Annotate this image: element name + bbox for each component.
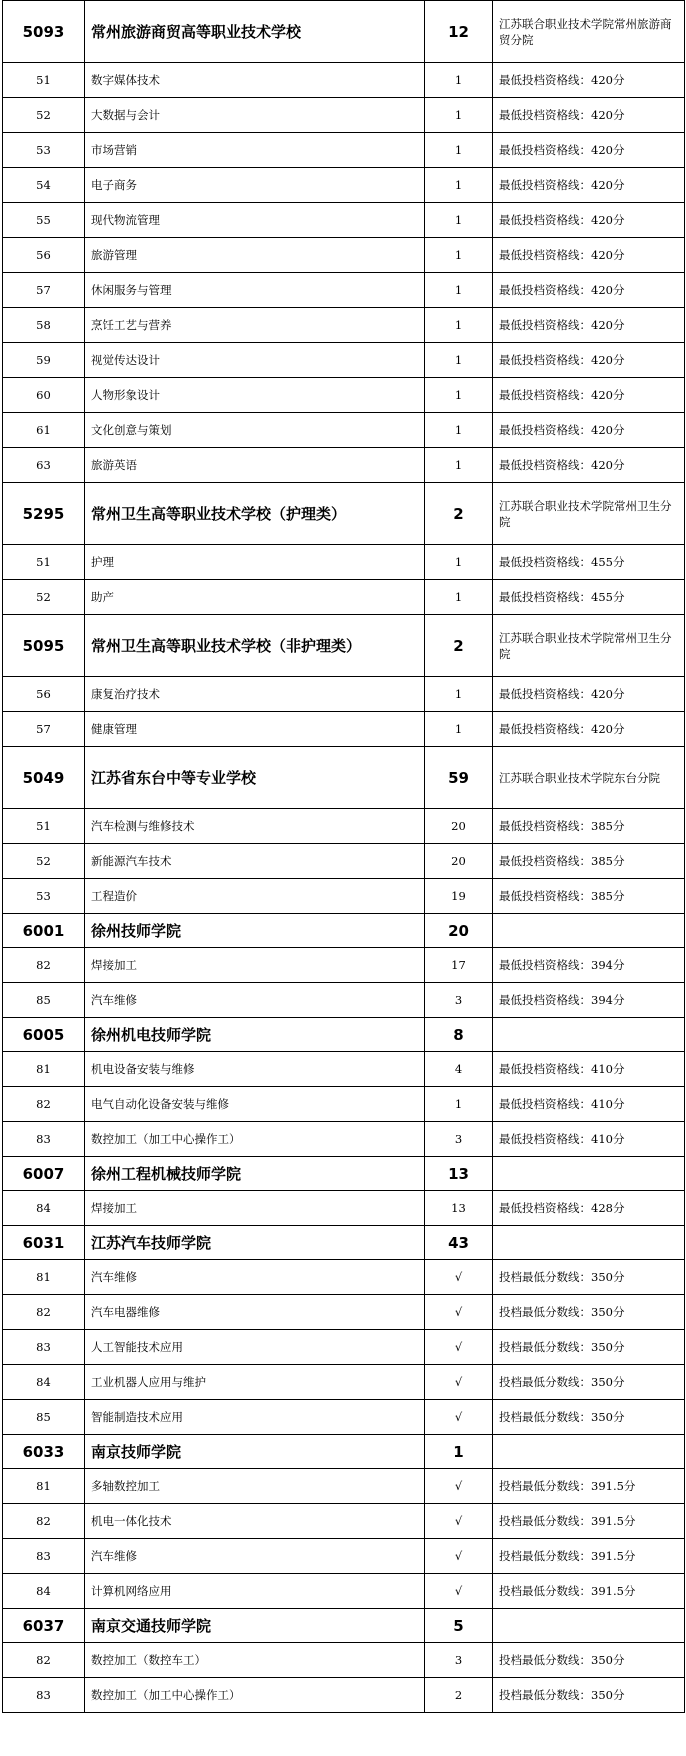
school-row <box>3 483 685 545</box>
count-cell: 1 <box>425 413 493 448</box>
code-cell: 56 <box>3 238 85 273</box>
count-cell: √ <box>425 1539 493 1574</box>
major-row <box>3 1191 685 1226</box>
code-cell: 84 <box>3 1191 85 1226</box>
count-cell: 3 <box>425 1122 493 1157</box>
major-row <box>3 308 685 343</box>
major-row <box>3 1400 685 1435</box>
name-cell: 汽车维修 <box>85 1260 425 1295</box>
major-row <box>3 133 685 168</box>
code-cell: 63 <box>3 448 85 483</box>
name-cell: 机电一体化技术 <box>85 1504 425 1539</box>
note-cell <box>493 1018 685 1052</box>
major-row <box>3 1122 685 1157</box>
major-row <box>3 1539 685 1574</box>
code-cell: 61 <box>3 413 85 448</box>
count-cell: 1 <box>425 545 493 580</box>
name-cell: 数控加工（数控车工） <box>85 1643 425 1678</box>
name-cell: 视觉传达设计 <box>85 343 425 378</box>
count-cell: √ <box>425 1469 493 1504</box>
major-row <box>3 1574 685 1609</box>
major-row <box>3 1469 685 1504</box>
count-cell: 1 <box>425 1087 493 1122</box>
major-row <box>3 413 685 448</box>
code-cell: 56 <box>3 677 85 712</box>
note-cell: 投档最低分数线：391.5分 <box>493 1504 685 1539</box>
count-cell: 1 <box>425 308 493 343</box>
count-cell: 20 <box>425 914 493 948</box>
count-cell: 1 <box>425 98 493 133</box>
count-cell: 1 <box>425 1435 493 1469</box>
name-cell: 智能制造技术应用 <box>85 1400 425 1435</box>
code-cell: 52 <box>3 844 85 879</box>
code-cell: 83 <box>3 1122 85 1157</box>
name-cell: 烹饪工艺与营养 <box>85 308 425 343</box>
note-cell <box>493 1609 685 1643</box>
name-cell: 工业机器人应用与维护 <box>85 1365 425 1400</box>
note-cell: 江苏联合职业技术学院常州卫生分院 <box>493 615 685 677</box>
code-cell: 57 <box>3 712 85 747</box>
count-cell: √ <box>425 1365 493 1400</box>
count-cell: √ <box>425 1574 493 1609</box>
name-cell: 焊接加工 <box>85 1191 425 1226</box>
code-cell: 52 <box>3 98 85 133</box>
note-cell: 投档最低分数线：350分 <box>493 1295 685 1330</box>
note-cell: 最低投档资格线：420分 <box>493 343 685 378</box>
count-cell: 1 <box>425 448 493 483</box>
name-cell: 徐州机电技师学院 <box>85 1018 425 1052</box>
major-row <box>3 1260 685 1295</box>
code-cell: 81 <box>3 1469 85 1504</box>
note-cell: 最低投档资格线：420分 <box>493 448 685 483</box>
note-cell: 最低投档资格线：428分 <box>493 1191 685 1226</box>
name-cell: 大数据与会计 <box>85 98 425 133</box>
note-cell: 最低投档资格线：455分 <box>493 545 685 580</box>
name-cell: 汽车检测与维修技术 <box>85 809 425 844</box>
count-cell: √ <box>425 1504 493 1539</box>
major-row <box>3 168 685 203</box>
note-cell: 最低投档资格线：420分 <box>493 98 685 133</box>
major-row <box>3 809 685 844</box>
code-cell: 52 <box>3 580 85 615</box>
note-cell: 最低投档资格线：420分 <box>493 168 685 203</box>
major-row <box>3 545 685 580</box>
count-cell: √ <box>425 1295 493 1330</box>
name-cell: 文化创意与策划 <box>85 413 425 448</box>
name-cell: 数字媒体技术 <box>85 63 425 98</box>
name-cell: 数控加工（加工中心操作工） <box>85 1122 425 1157</box>
name-cell: 常州卫生高等职业技术学校（非护理类） <box>85 615 425 677</box>
name-cell: 旅游英语 <box>85 448 425 483</box>
code-cell: 82 <box>3 1643 85 1678</box>
note-cell: 投档最低分数线：350分 <box>493 1365 685 1400</box>
note-cell <box>493 1157 685 1191</box>
note-cell <box>493 1226 685 1260</box>
code-cell: 54 <box>3 168 85 203</box>
name-cell: 常州卫生高等职业技术学校（护理类） <box>85 483 425 545</box>
note-cell <box>493 914 685 948</box>
note-cell: 江苏联合职业技术学院常州卫生分院 <box>493 483 685 545</box>
major-row <box>3 677 685 712</box>
name-cell: 市场营销 <box>85 133 425 168</box>
note-cell: 投档最低分数线：350分 <box>493 1330 685 1365</box>
code-cell: 5095 <box>3 615 85 677</box>
major-row <box>3 712 685 747</box>
count-cell: 20 <box>425 809 493 844</box>
code-cell: 81 <box>3 1260 85 1295</box>
school-row <box>3 615 685 677</box>
note-cell: 最低投档资格线：455分 <box>493 580 685 615</box>
count-cell: √ <box>425 1400 493 1435</box>
school-row <box>3 1609 685 1643</box>
code-cell: 51 <box>3 809 85 844</box>
note-cell: 最低投档资格线：410分 <box>493 1052 685 1087</box>
note-cell: 投档最低分数线：350分 <box>493 1643 685 1678</box>
code-cell: 82 <box>3 948 85 983</box>
name-cell: 汽车维修 <box>85 983 425 1018</box>
code-cell: 5049 <box>3 747 85 809</box>
code-cell: 83 <box>3 1539 85 1574</box>
code-cell: 84 <box>3 1365 85 1400</box>
name-cell: 护理 <box>85 545 425 580</box>
code-cell: 6005 <box>3 1018 85 1052</box>
name-cell: 多轴数控加工 <box>85 1469 425 1504</box>
code-cell: 51 <box>3 545 85 580</box>
code-cell: 53 <box>3 133 85 168</box>
count-cell: 1 <box>425 273 493 308</box>
count-cell: 1 <box>425 378 493 413</box>
major-row <box>3 580 685 615</box>
major-row <box>3 879 685 914</box>
code-cell: 82 <box>3 1504 85 1539</box>
school-row <box>3 1157 685 1191</box>
code-cell: 6001 <box>3 914 85 948</box>
count-cell: 5 <box>425 1609 493 1643</box>
major-row <box>3 448 685 483</box>
code-cell: 84 <box>3 1574 85 1609</box>
code-cell: 83 <box>3 1678 85 1713</box>
code-cell: 51 <box>3 63 85 98</box>
name-cell: 江苏省东台中等专业学校 <box>85 747 425 809</box>
name-cell: 焊接加工 <box>85 948 425 983</box>
note-cell: 最低投档资格线：420分 <box>493 308 685 343</box>
count-cell: 13 <box>425 1191 493 1226</box>
code-cell: 82 <box>3 1087 85 1122</box>
count-cell: 1 <box>425 343 493 378</box>
note-cell: 最低投档资格线：394分 <box>493 983 685 1018</box>
code-cell: 85 <box>3 1400 85 1435</box>
count-cell: 3 <box>425 983 493 1018</box>
name-cell: 人工智能技术应用 <box>85 1330 425 1365</box>
note-cell: 最低投档资格线：420分 <box>493 203 685 238</box>
code-cell: 5093 <box>3 1 85 63</box>
count-cell: 2 <box>425 483 493 545</box>
major-row <box>3 1365 685 1400</box>
note-cell: 江苏联合职业技术学院常州旅游商贸分院 <box>493 1 685 63</box>
count-cell: 1 <box>425 203 493 238</box>
note-cell: 投档最低分数线：391.5分 <box>493 1539 685 1574</box>
code-cell: 81 <box>3 1052 85 1087</box>
note-cell: 投档最低分数线：350分 <box>493 1678 685 1713</box>
name-cell: 电气自动化设备安装与维修 <box>85 1087 425 1122</box>
name-cell: 徐州工程机械技师学院 <box>85 1157 425 1191</box>
school-row <box>3 1435 685 1469</box>
name-cell: 康复治疗技术 <box>85 677 425 712</box>
name-cell: 南京交通技师学院 <box>85 1609 425 1643</box>
major-row <box>3 273 685 308</box>
note-cell: 投档最低分数线：391.5分 <box>493 1574 685 1609</box>
note-cell: 最低投档资格线：410分 <box>493 1087 685 1122</box>
major-row <box>3 238 685 273</box>
name-cell: 电子商务 <box>85 168 425 203</box>
major-row <box>3 1504 685 1539</box>
name-cell: 机电设备安装与维修 <box>85 1052 425 1087</box>
major-row <box>3 98 685 133</box>
note-cell: 最低投档资格线：385分 <box>493 809 685 844</box>
major-row <box>3 1330 685 1365</box>
major-row <box>3 203 685 238</box>
note-cell <box>493 1435 685 1469</box>
name-cell: 健康管理 <box>85 712 425 747</box>
admission-table <box>2 0 685 1713</box>
code-cell: 6031 <box>3 1226 85 1260</box>
name-cell: 休闲服务与管理 <box>85 273 425 308</box>
code-cell: 59 <box>3 343 85 378</box>
name-cell: 计算机网络应用 <box>85 1574 425 1609</box>
name-cell: 徐州技师学院 <box>85 914 425 948</box>
code-cell: 85 <box>3 983 85 1018</box>
name-cell: 助产 <box>85 580 425 615</box>
note-cell: 最低投档资格线：420分 <box>493 63 685 98</box>
note-cell: 最低投档资格线：385分 <box>493 844 685 879</box>
count-cell: 8 <box>425 1018 493 1052</box>
school-row <box>3 747 685 809</box>
note-cell: 最低投档资格线：394分 <box>493 948 685 983</box>
count-cell: 1 <box>425 580 493 615</box>
code-cell: 60 <box>3 378 85 413</box>
code-cell: 6033 <box>3 1435 85 1469</box>
note-cell: 江苏联合职业技术学院东台分院 <box>493 747 685 809</box>
note-cell: 投档最低分数线：391.5分 <box>493 1469 685 1504</box>
name-cell: 数控加工（加工中心操作工） <box>85 1678 425 1713</box>
note-cell: 投档最低分数线：350分 <box>493 1400 685 1435</box>
name-cell: 汽车维修 <box>85 1539 425 1574</box>
count-cell: √ <box>425 1260 493 1295</box>
count-cell: 2 <box>425 615 493 677</box>
count-cell: 1 <box>425 168 493 203</box>
code-cell: 58 <box>3 308 85 343</box>
major-row <box>3 1087 685 1122</box>
major-row <box>3 1052 685 1087</box>
code-cell: 55 <box>3 203 85 238</box>
count-cell: 4 <box>425 1052 493 1087</box>
code-cell: 57 <box>3 273 85 308</box>
count-cell: 2 <box>425 1678 493 1713</box>
school-row <box>3 1226 685 1260</box>
note-cell: 投档最低分数线：350分 <box>493 1260 685 1295</box>
code-cell: 6007 <box>3 1157 85 1191</box>
count-cell: 19 <box>425 879 493 914</box>
count-cell: 3 <box>425 1643 493 1678</box>
note-cell: 最低投档资格线：420分 <box>493 677 685 712</box>
count-cell: 59 <box>425 747 493 809</box>
code-cell: 5295 <box>3 483 85 545</box>
school-row <box>3 914 685 948</box>
name-cell: 人物形象设计 <box>85 378 425 413</box>
note-cell: 最低投档资格线：420分 <box>493 133 685 168</box>
count-cell: 43 <box>425 1226 493 1260</box>
major-row <box>3 1295 685 1330</box>
major-row <box>3 343 685 378</box>
count-cell: 13 <box>425 1157 493 1191</box>
name-cell: 江苏汽车技师学院 <box>85 1226 425 1260</box>
count-cell: 12 <box>425 1 493 63</box>
code-cell: 6037 <box>3 1609 85 1643</box>
code-cell: 83 <box>3 1330 85 1365</box>
note-cell: 最低投档资格线：420分 <box>493 378 685 413</box>
note-cell: 最低投档资格线：420分 <box>493 712 685 747</box>
name-cell: 新能源汽车技术 <box>85 844 425 879</box>
major-row <box>3 983 685 1018</box>
code-cell: 53 <box>3 879 85 914</box>
note-cell: 最低投档资格线：420分 <box>493 238 685 273</box>
count-cell: 20 <box>425 844 493 879</box>
name-cell: 现代物流管理 <box>85 203 425 238</box>
note-cell: 最低投档资格线：385分 <box>493 879 685 914</box>
school-row <box>3 1018 685 1052</box>
count-cell: √ <box>425 1330 493 1365</box>
name-cell: 常州旅游商贸高等职业技术学校 <box>85 1 425 63</box>
count-cell: 1 <box>425 712 493 747</box>
count-cell: 1 <box>425 677 493 712</box>
table-body <box>3 1 685 1713</box>
major-row <box>3 63 685 98</box>
major-row <box>3 844 685 879</box>
note-cell: 最低投档资格线：410分 <box>493 1122 685 1157</box>
note-cell: 最低投档资格线：420分 <box>493 413 685 448</box>
major-row <box>3 948 685 983</box>
count-cell: 1 <box>425 133 493 168</box>
count-cell: 1 <box>425 238 493 273</box>
count-cell: 17 <box>425 948 493 983</box>
note-cell: 最低投档资格线：420分 <box>493 273 685 308</box>
name-cell: 南京技师学院 <box>85 1435 425 1469</box>
count-cell: 1 <box>425 63 493 98</box>
major-row <box>3 378 685 413</box>
code-cell: 82 <box>3 1295 85 1330</box>
name-cell: 工程造价 <box>85 879 425 914</box>
major-row <box>3 1643 685 1678</box>
name-cell: 旅游管理 <box>85 238 425 273</box>
name-cell: 汽车电器维修 <box>85 1295 425 1330</box>
school-row <box>3 1 685 63</box>
major-row <box>3 1678 685 1713</box>
